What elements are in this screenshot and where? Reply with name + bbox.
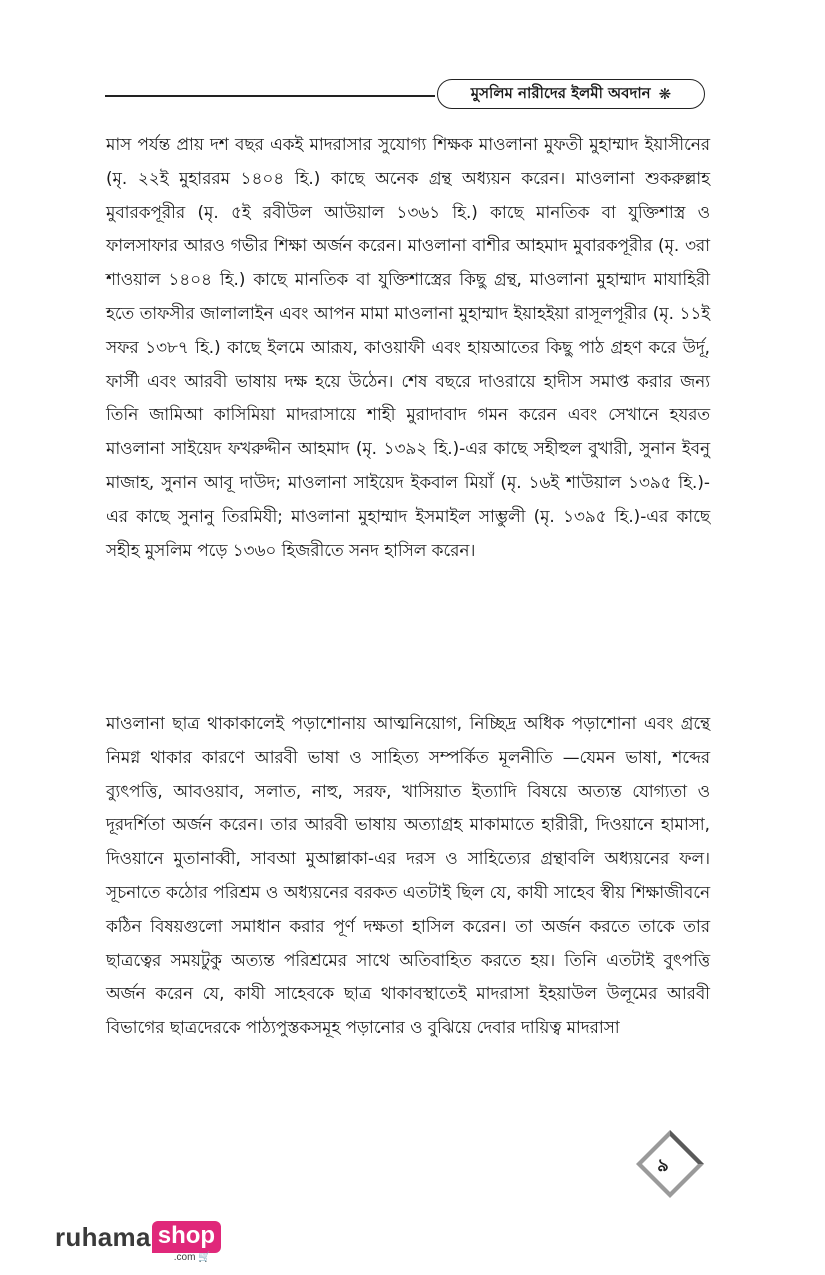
cart-icon: 🛒 [198, 1252, 211, 1263]
running-header [437, 79, 705, 109]
asterisk-ornament-icon: ❋ [658, 85, 672, 103]
body-paragraph: মাওলানা ছাত্র থাকাকালেই পড়াশোনায় আত্মনিয়োগ, নিচ্ছিদ্র অধিক পড়াশোনা এবং গ্রন্থে নিমগ্ন থাকার কারণে আরবী ভাষা ও সাহিত্য সম্পর্কিত মূলনীতি —যেমন ভাষা, শব্দের ব্যুৎপত্তি, আবওয়াব, সলাত, নাহু, সরফ, খাসিয়াত ইত্যাদি বিষয়ে অত্যন্ত যোগ্যতা ও দূরদর্শিতা অর্জন করেন। তার আরবী ভাষায় অত্যাগ্রহ মাকামাতে হারীরী, দিওয়ানে হামাসা, দিওয়ানে মুতানাব্বী, সাবআ মুআল্লাকা-এর দরস ও সাহিত্যের গ্রন্থাবলি অধ্যয়নের ফল। সূচনাতে কঠোর পরিশ্রম ও অধ্যয়নের বরকত এতটাই ছিল যে, কাযী সাহেব স্বীয় শিক্ষাজীবনে কঠিন বিষয়গুলো সমাধান করার পূর্ণ দক্ষতা হাসিল করেন। তা অর্জন করতে তাকে তার ছাত্রত্বের সময়টুকু অত্যন্ত পরিশ্রমের সাথে অতিবাহিত করতে হয়। তিনি এতটাই বুৎপত্তি অর্জন করেন যে, কাযী সাহেবকে ছাত্র থাকাবস্থাতেই মাদরাসা ইহয়াউল উলূমের আরবী বিভাগের ছাত্রদেরকে পাঠ্যপুস্তকসমূহ পড়ানোর ও বুঝিয়ে দেবার দায়িত্ব মাদরাসা [106, 713, 710, 1038]
logo-domain-text: .com 🛒 [173, 1252, 211, 1263]
logo-brand-text: ruhama [55, 1221, 151, 1252]
body-paragraph: মাস পর্যন্ত প্রায় দশ বছর একই মাদরাসার সুযোগ্য শিক্ষক মাওলানা মুফতী মুহাম্মাদ ইয়াসীনের (মৃ. ২২ই মুহাররম ১৪০৪ হি.) কাছে অনেক গ্রন্থ অধ্যয়ন করেন। মাওলানা শুকরুল্লাহ মুবারকপূরীর (মৃ. ৫ই রবীউল আউয়াল ১৩৬১ হি.) কাছে মানতিক বা যুক্তিশাস্ত্র ও ফালসাফার আরও গভীর শিক্ষা অর্জন করেন। মাওলানা বাশীর আহমাদ মুবারকপূরীর (মৃ. ৩রা শাওয়াল ১৪০৪ হি.) কাছে মানতিক বা যুক্তিশাস্ত্রের কিছু গ্রন্থ, মাওলানা মুহাম্মাদ মাযাহিরী হতে তাফসীর জালালাইন এবং আপন মামা মাওলানা মুহাম্মাদ ইয়াহইয়া রাসূলপূরীর (মৃ. ১১ই সফর ১৩৮৭ হি.) কাছে ইলমে আরূয, কাওয়াফী এবং হায়আতের কিছু পাঠ গ্রহণ করে উর্দূ, ফার্সী এবং আরবী ভাষায় দক্ষ হয়ে উঠেন। শেষ বছরে দাওরায়ে হাদীস সমাপ্ত করার জন্য তিনি জামিআ কাসিমিয়া মাদরাসায়ে শাহী মুরাদাবাদ গমন করেন এবং সেখানে হযরত মাওলানা সাইয়েদ ফখরুদ্দীন আহমাদ (মৃ. ১৩৯২ হি.)-এর কাছে সহীহুল বুখারী, সুনান ইবনু মাজাহ, সুনান আবূ দাউদ; মাওলানা সাইয়েদ ইকবাল মিয়াঁ (মৃ. ১৬ই শাউয়াল ১৩৯৫ হি.)-এর কাছে সুনানু তিরমিযী; মাওলানা মুহাম্মাদ ইসমাইল সাম্ভুলী (মৃ. ১৩৯৫ হি.)-এর কাছে সহীহ মুসলিম পড়ে ১৩৬০ হিজরীতে সনদ হাসিল করেন। [106, 134, 710, 560]
running-header-title: মুসলিম নারীদের ইলমী অবদান [470, 83, 651, 102]
publisher-logo [55, 1212, 221, 1262]
logo-shop-badge: shop [152, 1221, 221, 1253]
page-number: ৯ [657, 1155, 669, 1176]
header-rule [105, 95, 435, 97]
